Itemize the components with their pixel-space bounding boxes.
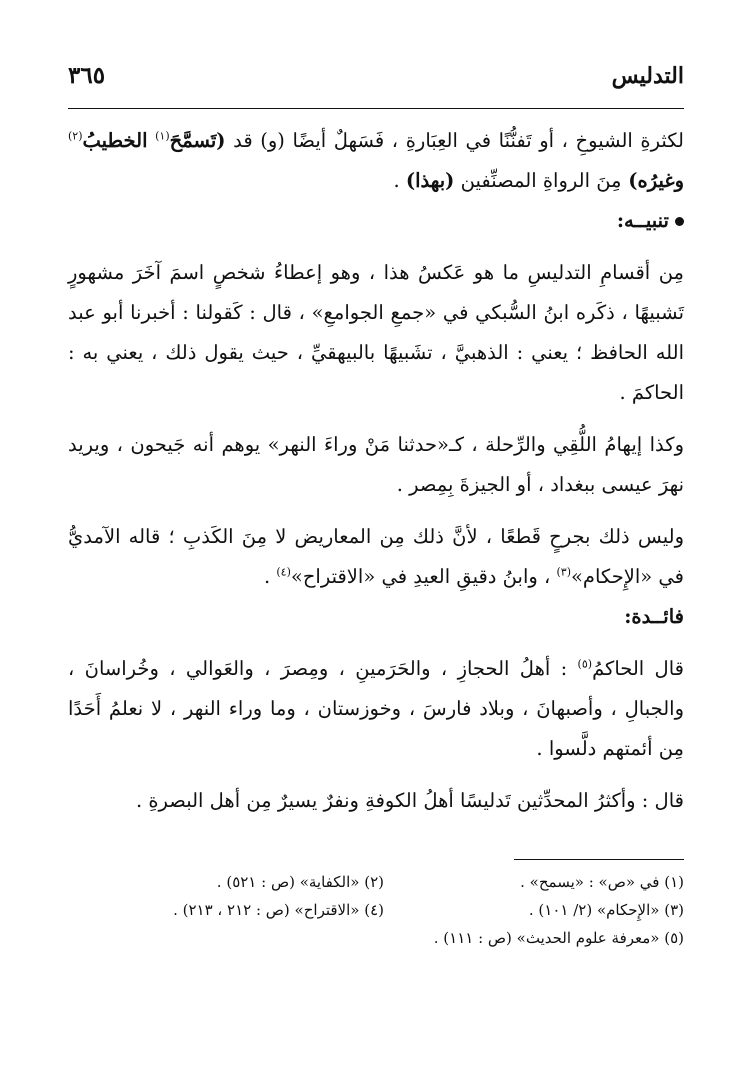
footnote-ref: (٥) xyxy=(577,657,593,671)
faida-heading: فائــدة: xyxy=(624,605,684,628)
footnote-ref: (١) xyxy=(155,129,170,143)
bullet-icon xyxy=(675,217,684,226)
footnote-5: (٥) «معرفة علوم الحديث» (ص : ١١١) . xyxy=(433,929,684,947)
footnote-ref: (٤) xyxy=(276,565,291,579)
footnote-2: (٢) «الكفاية» (ص : ٥٢١) . xyxy=(216,873,384,891)
footnotes xyxy=(68,868,684,952)
footnote-3: (٣) «الإِحكام» (٢/ ١٠١) . xyxy=(528,901,684,919)
header-rule xyxy=(68,108,684,109)
footnote-1: (١) في «ص» : «يسمح» . xyxy=(520,873,684,891)
text-run: لكثرةِ الشيوخِ ، أو تَفنُّنًا في العِبَارةِ ، فَسَهلٌ أيضًا (و) قد xyxy=(225,129,684,152)
text-run: . xyxy=(393,169,406,192)
bold-run: الخطيبُ xyxy=(82,129,148,152)
paragraph-5 xyxy=(68,649,684,769)
text-run: قال الحاكمُ xyxy=(592,657,684,680)
paragraph-4 xyxy=(68,517,684,597)
text-run: مِنَ الرواةِ المصنِّفين xyxy=(454,169,622,192)
paragraph-2: مِن أقسامِ التدليسِ ما هو عَكسُ هذا ، وهو إعطاءُ شخصٍ اسمَ آخَرَ مشهورٍ تَشبيهًا ، ذكَره ابنُ السُّبكي في «جمعِ الجوامعِ» ، قال : كَقولنا : أخبرنا أبو عبد الله الحافظ ؛ يعني : الذهبيَّ ، تشَبيهًا بالبيهقيِّ ، حيث يقول ذلك ، يعني به : الحاكمَ . xyxy=(68,261,684,404)
paragraph-6: قال : وأكثرُ المحدِّثين تَدليسًا أهلُ الكوفةِ ونفرٌ يسيرٌ مِن أهل البصرةِ . xyxy=(135,789,684,812)
footnote-ref: (٢) xyxy=(68,129,83,143)
paragraph-3: وكذا إيهامُ اللُّقِي والرِّحلة ، كـ«حدثنا مَنْ وراءَ النهر» يوهم أنه جَيحون ، ويريد نهرَ عيسى ببغداد ، أو الجيزةَ بِمِصر . xyxy=(68,433,684,496)
paragraph-1 xyxy=(68,121,684,201)
text-run: : أهلُ الحجازِ ، والحَرَمينِ ، ومِصرَ ، والعَوالي ، وخُراسانَ ، والجبالِ ، وأصبهانَ ، وبلاد فارسَ ، وخوزستان ، وما وراء النهر ، لا نعلمُ أَحَدًا مِن أئمتهم دلَّسوا . xyxy=(68,657,684,760)
text-run: وليس ذلك بجرحٍ قَطعًا ، لأنَّ ذلك مِن المعاريض لا مِنَ الكَذبِ ؛ قاله الآمديُّ في «الإِحكام» xyxy=(68,525,684,588)
heading-text: تنبيــه: xyxy=(616,209,669,232)
footnote-rule xyxy=(514,859,684,860)
footnote-4: (٤) «الاقتراح» (ص : ٢١٢ ، ٢١٣) . xyxy=(173,901,384,919)
page-number: ٣٦٥ xyxy=(68,62,106,89)
bold-run: (تَسمَّحَ xyxy=(169,129,226,152)
footnote-ref: (٣) xyxy=(556,565,571,579)
bold-run: وغيرُه) xyxy=(621,169,684,192)
page xyxy=(68,62,684,952)
text-run: . xyxy=(263,565,277,588)
running-header xyxy=(68,62,684,106)
tanbih-heading xyxy=(68,201,684,241)
running-title: التدليس xyxy=(611,63,684,89)
text-run: ، وابنُ دقيقِ العيدِ في «الاقتراح» xyxy=(290,565,557,588)
bold-run: (بهذا) xyxy=(405,169,455,192)
